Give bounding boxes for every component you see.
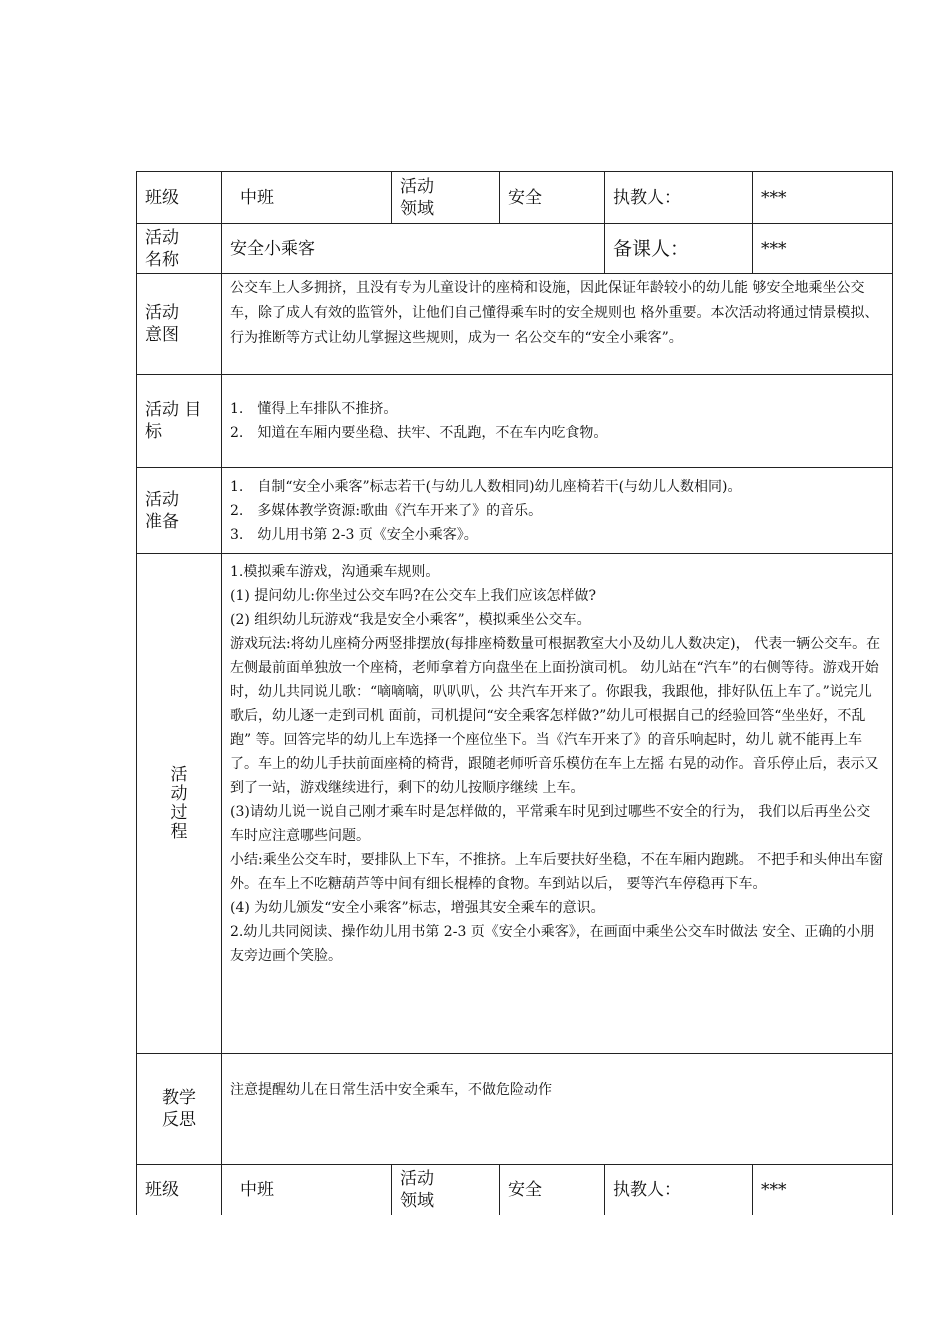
next-domain-value: 安全: [500, 1165, 605, 1215]
name-row: [137, 224, 893, 274]
prep-row: [137, 468, 893, 554]
domain-value: 安全: [500, 172, 605, 224]
process-paragraph: 小结:乘坐公交车时，要排队上下车，不推挤。上车后要扶好坐稳，不在车厢内跑跳。 不把手和头伸出车窗外。在车上不吃糖葫芦等中间有细长棍棒的食物。车到站以后， 要等汽车停稳再下车。: [230, 852, 884, 892]
header-row: [137, 172, 893, 224]
teacher-value: ***: [753, 172, 893, 224]
process-text: [222, 554, 893, 1054]
lesson-plan-table: [136, 171, 893, 1165]
process-paragraph: (3)请幼儿说一说自己刚才乘车时是怎样做的，平常乘车时见到过哪些不安全的行为， 我们以后再坐公交车时应注意哪些问题。: [230, 804, 871, 844]
next-teacher-value: ***: [753, 1165, 893, 1215]
process-row: [137, 554, 893, 1054]
prep-teacher-value: ***: [753, 224, 893, 274]
next-class-label: 班级: [137, 1165, 222, 1215]
prep-list: [222, 468, 893, 554]
next-class-value: 中班: [222, 1165, 392, 1215]
goal-item: 1. 懂得上车排队不推挤。: [230, 401, 398, 417]
process-paragraph: 游戏玩法:将幼儿座椅分两竖排摆放(每排座椅数量可根据教室大小及幼儿人数决定)， 代表一辆公交车。在左侧最前面单独放一个座椅，老师拿着方向盘坐在上面扮演司机。 幼儿站在“汽车”的右侧等待。游戏开始时，幼儿共同说儿歌：“嘀嘀嘀，叭叭叭，公 共汽车开来了。你跟我，我跟他，排好队伍上车了。”说完儿歌后，幼儿逐一走到司机 面前，司机提问“安全乘客怎样做?”幼儿可根据自己的经验回答“坐坐好，不乱跑” 等。回答完毕的幼儿上车选择一个座位坐下。当《汽车开来了》的音乐响起时，幼儿 就不能再上车了。车上的幼儿手扶前面座椅的椅背，跟随老师听音乐模仿在车上左摇 右晃的动作。音乐停止后，表示又到了一站，游戏继续进行，剩下的幼儿按顺序继续 上车。: [230, 636, 881, 796]
process-label: 活 动 过 程: [137, 554, 222, 1054]
process-paragraph: 2.幼儿共同阅读、操作幼儿用书第 2-3 页《安全小乘客》，在画面中乘坐公交车时做法 安全、正确的小朋友旁边画个笑脸。: [230, 924, 875, 964]
class-value: 中班: [222, 172, 392, 224]
intent-label: 活动 意图: [137, 274, 222, 375]
reflect-text: 注意提醒幼儿在日常生活中安全乘车，不做危险动作: [222, 1054, 893, 1165]
goal-label: 活动 目 标: [137, 375, 222, 468]
process-paragraph: (1) 提问幼儿:你坐过公交车吗?在公交车上我们应该怎样做?: [230, 588, 597, 604]
prep-item: 3. 幼儿用书第 2-3 页《安全小乘客》。: [230, 526, 478, 543]
intent-row: [137, 274, 893, 375]
next-header-row: [137, 1165, 893, 1215]
prep-item: 1. 自制“安全小乘客”标志若干(与幼儿人数相同)幼儿座椅若干(与幼儿人数相同)。: [230, 478, 742, 495]
prep-teacher-label: 备课人：: [605, 224, 753, 274]
class-label: 班级: [137, 172, 222, 224]
domain-label: 活动 领域: [392, 172, 500, 224]
process-paragraph: (2) 组织幼儿玩游戏“我是安全小乘客”，模拟乘坐公交车。: [230, 612, 591, 628]
name-value: 安全小乘客: [222, 224, 605, 274]
intent-text: 公交车上人多拥挤，且没有专为儿童设计的座椅和设施，因此保证年龄较小的幼儿能 够安全地乘坐公交车，除了成人有效的监管外，让他们自己懂得乘车时的安全规则也 格外重要。本次活动将通过情景模拟、行为推断等方式让幼儿掌握这些规则，成为一 名公交车的“安全小乘客”。: [222, 274, 893, 375]
name-label: 活动 名称: [137, 224, 222, 274]
next-domain-label: 活动 领域: [392, 1165, 500, 1215]
goal-row: [137, 375, 893, 468]
process-paragraph: (4) 为幼儿颁发“安全小乘客”标志，增强其安全乘车的意识。: [230, 900, 605, 916]
reflect-label: 教学 反思: [137, 1054, 222, 1165]
prep-label: 活动 准备: [137, 468, 222, 554]
goal-item: 2. 知道在车厢内要坐稳、扶牢、不乱跑，不在车内吃食物。: [230, 425, 608, 441]
next-teacher-label: 执教人：: [605, 1165, 753, 1215]
goal-list: [222, 375, 893, 468]
process-paragraph: 1.模拟乘车游戏，沟通乘车规则。: [230, 564, 440, 580]
next-lesson-table: [136, 1164, 893, 1215]
reflect-row: [137, 1054, 893, 1165]
prep-item: 2. 多媒体教学资源:歌曲《汽车开来了》的音乐。: [230, 502, 543, 519]
teacher-label: 执教人：: [605, 172, 753, 224]
